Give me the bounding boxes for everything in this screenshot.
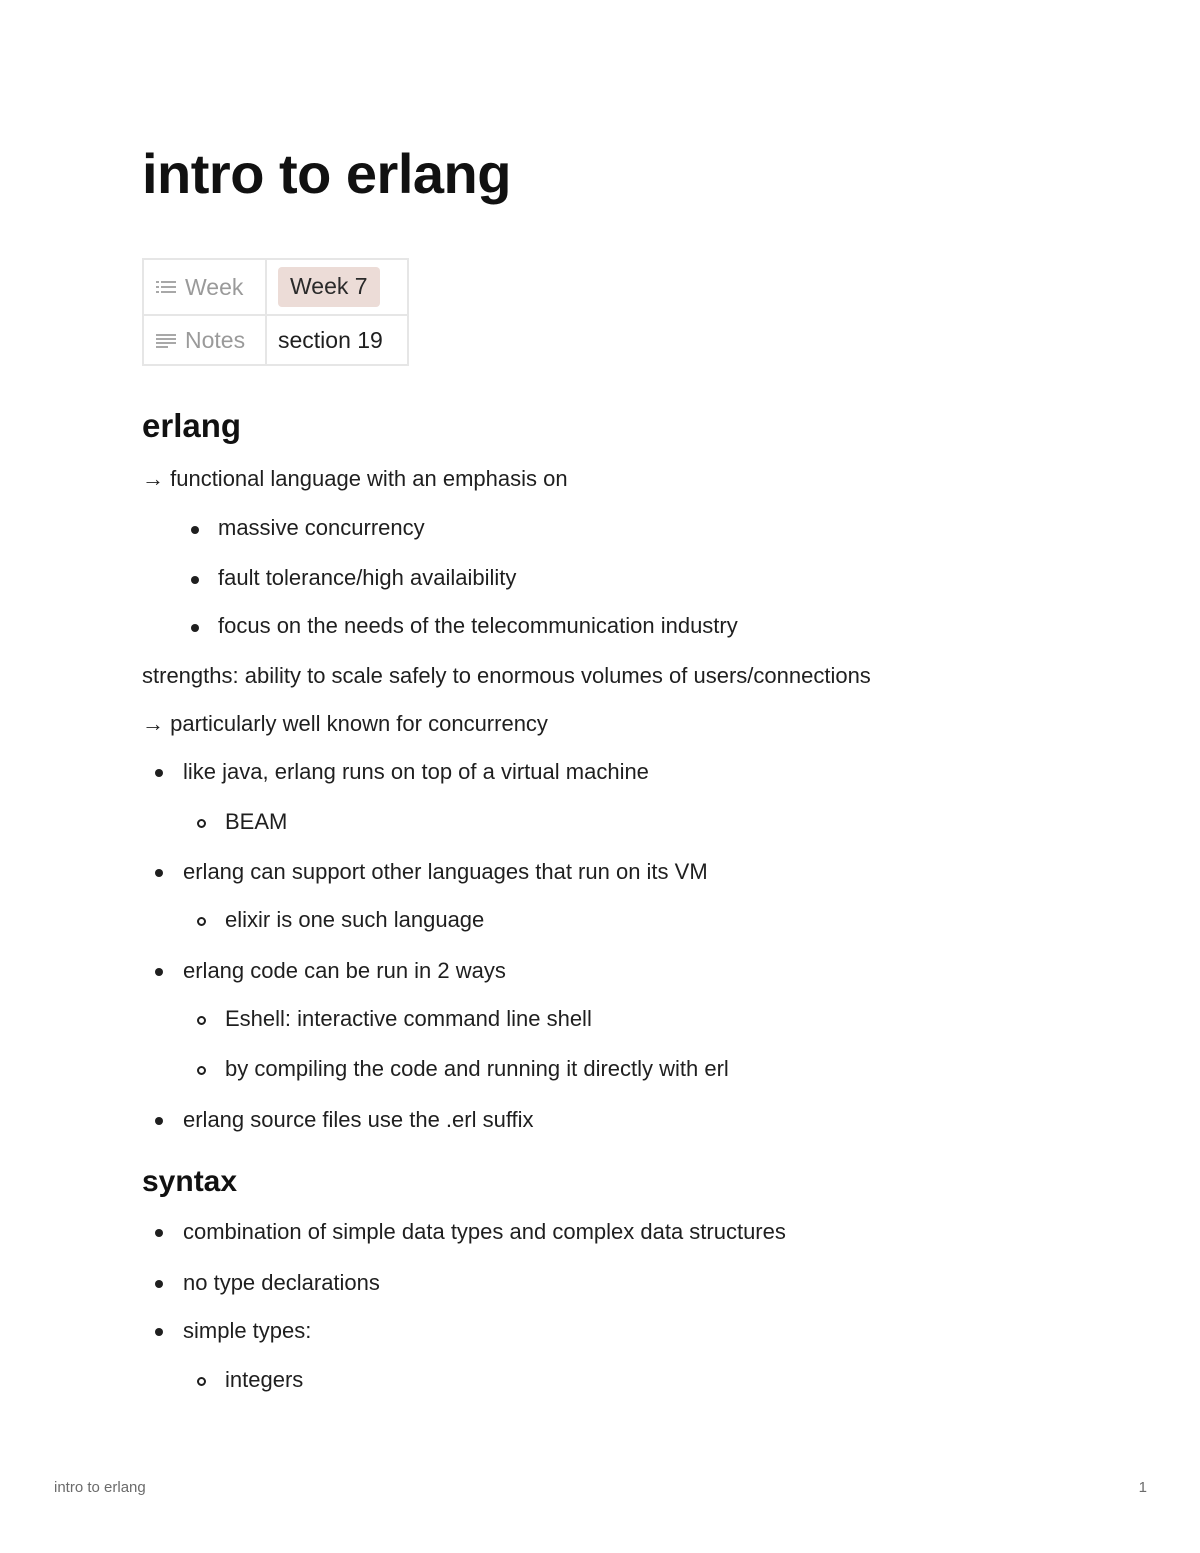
footer-title: intro to erlang (54, 1479, 146, 1496)
sub-bullet-icon (197, 1066, 206, 1075)
property-key-label: Week (185, 273, 244, 300)
sub-list-item: Eshell: interactive command line shell (225, 1006, 592, 1031)
sub-bullet-icon (197, 819, 206, 828)
list-item: no type declarations (183, 1270, 380, 1295)
list-item: focus on the needs of the telecommunication industry (218, 613, 738, 638)
property-row-week (143, 259, 408, 315)
list-item: erlang source files use the .erl suffix (183, 1107, 534, 1132)
bullet-icon (191, 576, 199, 584)
sub-bullet-icon (197, 1016, 206, 1025)
sub-list-item: BEAM (225, 809, 288, 834)
bullet-icon (155, 769, 163, 777)
property-value-week[interactable] (266, 259, 408, 315)
bullet-icon (155, 1328, 163, 1336)
bullet-icon (191, 624, 199, 632)
list-item: simple types: (183, 1318, 312, 1343)
concurrency-note: → particularly well known for concurrency (142, 711, 548, 736)
bullet-icon (155, 869, 163, 877)
property-key-notes (143, 315, 266, 365)
list-item: erlang code can be run in 2 ways (183, 958, 506, 983)
property-row-notes (143, 315, 408, 365)
list-item: erlang can support other languages that run on its VM (183, 859, 708, 884)
list-item: fault tolerance/high availaibility (218, 565, 517, 590)
list-item: like java, erlang runs on top of a virtual machine (183, 759, 649, 784)
bullet-icon (155, 1280, 163, 1288)
bullet-icon (155, 1229, 163, 1237)
bullet-icon (155, 1117, 163, 1125)
sub-list-item: elixir is one such language (225, 907, 485, 932)
strengths-line: strengths: ability to scale safely to enormous volumes of users/connections (142, 663, 871, 688)
property-key-label: Notes (185, 326, 246, 353)
text-lines-icon (156, 331, 176, 349)
week-tag[interactable]: Week 7 (278, 267, 380, 306)
section-heading-erlang: erlang (142, 407, 242, 444)
property-key-week (143, 259, 266, 315)
page-number: 1 (1138, 1479, 1147, 1496)
bullet-icon (191, 526, 199, 534)
page-title: intro to erlang (142, 142, 511, 205)
property-value-notes[interactable] (266, 315, 408, 365)
sub-bullet-icon (197, 1377, 206, 1386)
section-heading-syntax: syntax (142, 1165, 238, 1198)
list-item: massive concurrency (218, 515, 425, 540)
intro-line: → functional language with an emphasis on (142, 466, 568, 491)
list-icon (156, 278, 176, 296)
notes-value[interactable]: section 19 (278, 326, 383, 353)
sub-list-item: by compiling the code and running it directly with erl (225, 1056, 729, 1081)
sub-list-item: integers (225, 1367, 304, 1392)
sub-bullet-icon (197, 917, 206, 926)
properties-table (142, 258, 409, 366)
bullet-icon (155, 968, 163, 976)
list-item: combination of simple data types and complex data structures (183, 1219, 786, 1244)
